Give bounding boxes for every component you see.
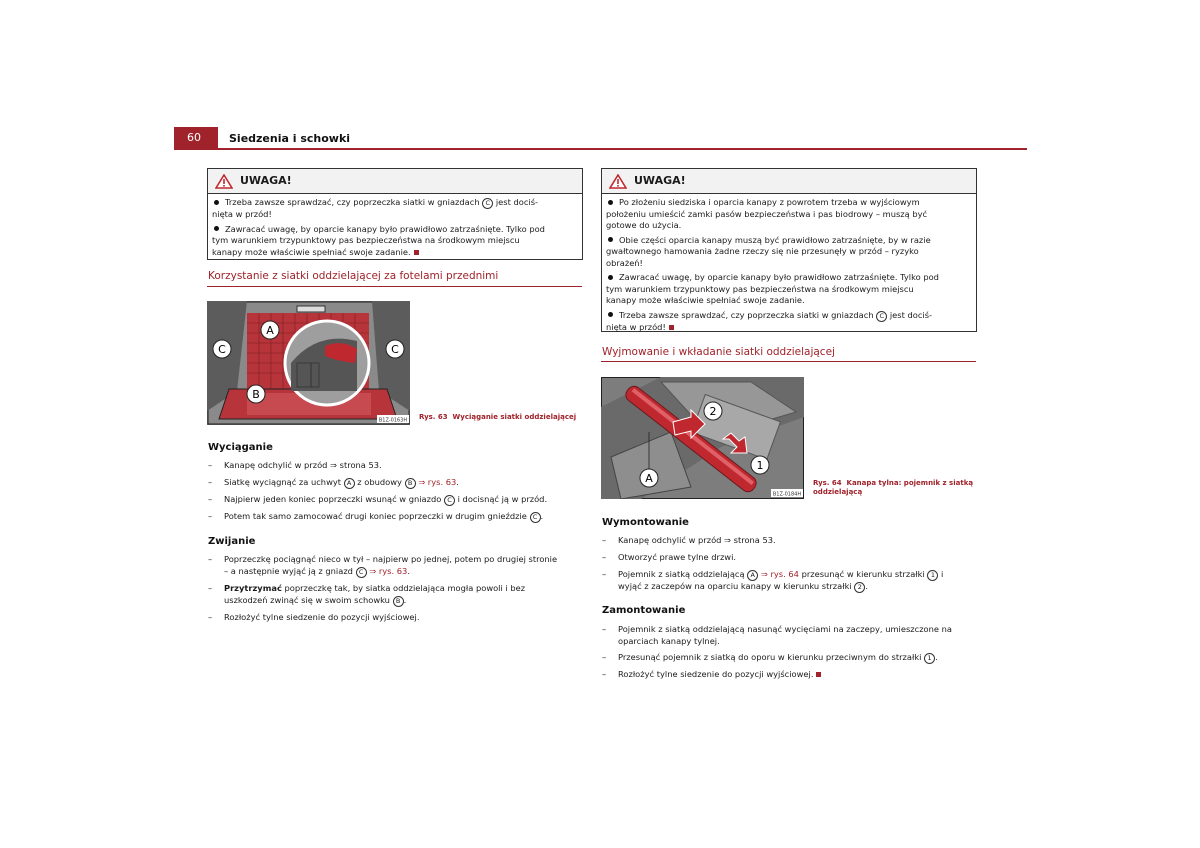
subheading-zwijanie: Zwijanie bbox=[208, 536, 256, 547]
figure-ref-link[interactable]: ⇒ rys. 63 bbox=[418, 477, 457, 487]
label-1: 1 bbox=[756, 459, 764, 472]
end-marker bbox=[669, 325, 674, 330]
figure-63-caption: Rys. 63 Wyciąganie siatki oddzielającej bbox=[419, 413, 577, 421]
warning-item: Trzeba zawsze sprawdzać, czy poprzeczka siatki w gniazdach C jest dociś- nięta w przód! bbox=[212, 197, 539, 219]
section-rule bbox=[207, 286, 582, 287]
figure-63-illustration bbox=[207, 301, 410, 425]
page-header-title: Siedzenia i schowki bbox=[229, 132, 351, 145]
end-marker bbox=[414, 250, 419, 255]
figure-64-caption: Rys. 64 Kanapa tylna: pojemnik z siatką oddzielającą bbox=[813, 479, 974, 496]
figure-64-illustration bbox=[601, 377, 804, 499]
section-title-left: Korzystanie z siatki oddzielającej za fotelami przednimi bbox=[208, 270, 499, 282]
label-a: A bbox=[645, 472, 653, 485]
figure-code: B1Z-0163H bbox=[378, 417, 408, 424]
section-rule bbox=[601, 361, 976, 362]
warning-triangle-icon bbox=[215, 174, 233, 189]
label-2: 2 bbox=[709, 405, 717, 418]
label-a: A bbox=[266, 324, 274, 337]
label-c: C bbox=[391, 343, 399, 356]
figure-ref-link[interactable]: ⇒ rys. 64 bbox=[760, 569, 799, 579]
warning-triangle-icon bbox=[609, 174, 627, 189]
warning-item: Trzeba zawsze sprawdzać, czy poprzeczka siatki w gniazdach C jest dociś- nięta w przód! bbox=[606, 309, 933, 332]
warning-item: Po złożeniu siedziska i oparcia kanapy z powrotem trzeba w wyjściowym położeniu umieścić zamki pasów bezpieczeństwa i pas biodrowy – muszą być gotowe do użycia. bbox=[606, 197, 928, 230]
subheading-zamontowanie: Zamontowanie bbox=[602, 605, 686, 616]
warning-header bbox=[602, 169, 976, 194]
page-number: 60 bbox=[187, 131, 201, 144]
section-title-right: Wyjmowanie i wkładanie siatki oddzielającej bbox=[602, 346, 835, 358]
label-c: C bbox=[218, 343, 226, 356]
warning-item: Obie części oparcia kanapy muszą być prawidłowo zatrzaśnięte, by w razie gwałtownego hamowania żadne rzeczy się nie przesunęły w przód – ryzyko obrażeń! bbox=[606, 234, 931, 268]
warning-box-right bbox=[601, 168, 977, 332]
header-rule bbox=[174, 148, 1027, 150]
figure-ref-link[interactable]: ⇒ rys. 63 bbox=[369, 565, 408, 576]
subheading-wymontowanie: Wymontowanie bbox=[602, 517, 689, 528]
end-marker bbox=[816, 672, 821, 677]
figure-code: B1Z-0184H bbox=[772, 491, 802, 498]
warning-header bbox=[208, 169, 582, 194]
label-b: B bbox=[252, 388, 260, 401]
subheading-wyciaganie: Wyciąganie bbox=[208, 442, 273, 453]
warning-box-left bbox=[207, 168, 583, 260]
warning-title: UWAGA! bbox=[634, 174, 686, 187]
warning-title: UWAGA! bbox=[240, 174, 292, 187]
callout-c: C bbox=[482, 198, 493, 209]
warning-item: Zawracać uwagę, by oparcie kanapy było prawidłowo zatrzaśnięte. Tylko pod tym warunkiem trzypunktowy pas bezpieczeństwa na środkowym miejscu kanapy może właściwie spełniać swoje zadanie. bbox=[212, 223, 545, 257]
warning-item: Zawracać uwagę, by oparcie kanapy było prawidłowo zatrzaśnięte. Tylko pod tym warunkiem trzypunktowy pas bezpieczeństwa na środkowym miejscu kanapy może właściwie spełniać swoje zadanie. bbox=[606, 272, 939, 305]
